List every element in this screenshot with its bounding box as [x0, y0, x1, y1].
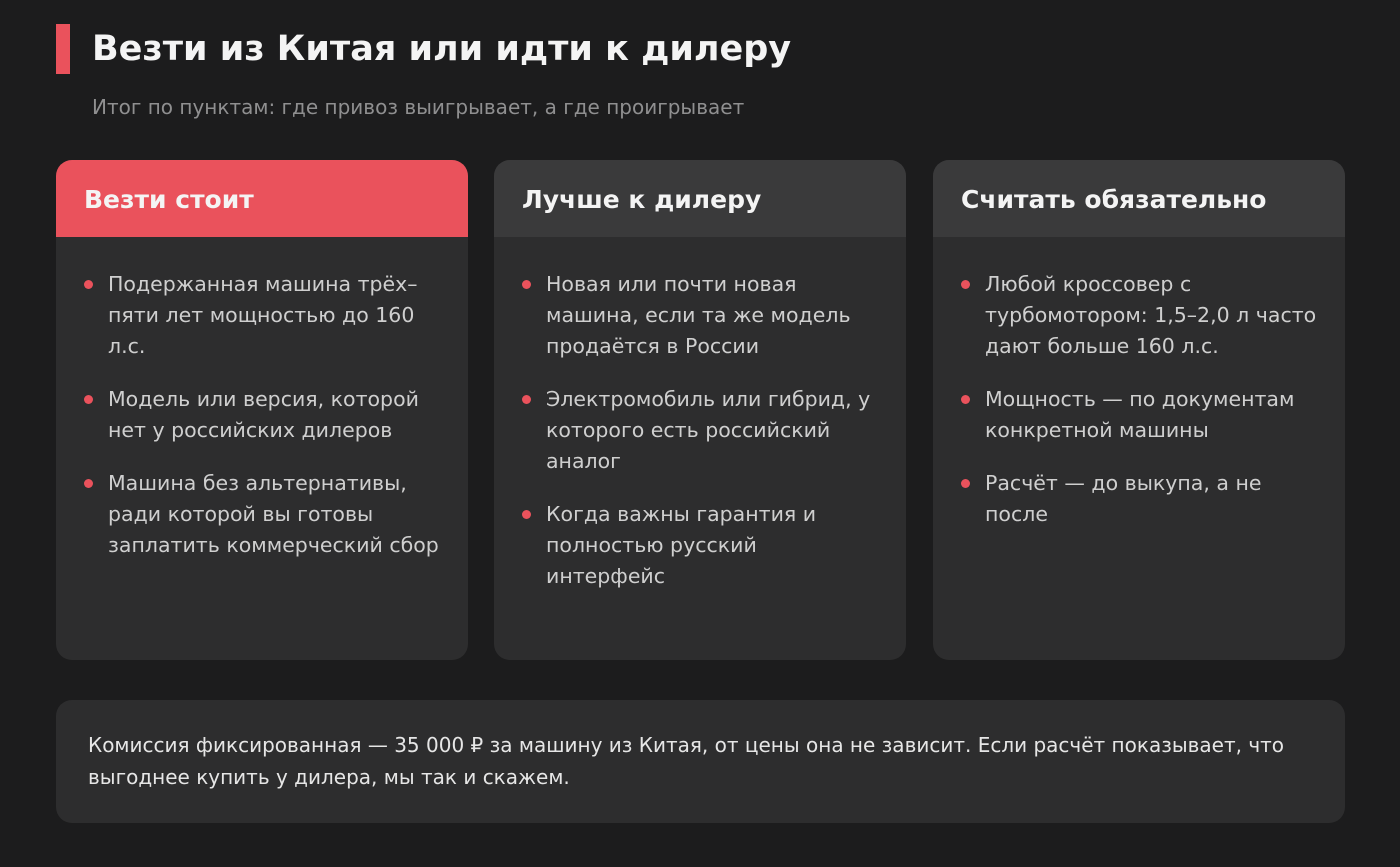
commission-note — [56, 700, 1345, 823]
bullet-dot-icon — [961, 479, 970, 488]
bullet-item — [522, 269, 878, 362]
bullet-item — [961, 468, 1317, 530]
card-header — [494, 160, 906, 237]
bullet-text: Когда важны гарантия и полностью русский интерфейс — [546, 502, 817, 588]
bullet-text: Машина без альтернативы, ради которой вы готовы заплатить коммерческий сбор — [108, 471, 439, 557]
bullet-text: Подержанная машина трёх–пяти лет мощностью до 160 л.с. — [108, 272, 418, 358]
bullet-dot-icon — [522, 510, 531, 519]
bullet-item — [522, 384, 878, 477]
card-title: Лучше к дилеру — [522, 185, 762, 214]
bullet-dot-icon — [84, 395, 93, 404]
bullet-dot-icon — [961, 280, 970, 289]
page-subtitle: Итог по пунктам: где привоз выигрывает, а где проигрывает — [92, 95, 745, 119]
bullet-dot-icon — [84, 280, 93, 289]
bullet-list — [933, 237, 1345, 530]
bullet-item — [522, 499, 878, 592]
bullet-dot-icon — [522, 395, 531, 404]
card-must-calculate — [933, 160, 1345, 660]
bullet-text: Расчёт — до выкупа, а не после — [985, 471, 1262, 526]
bullet-dot-icon — [522, 280, 531, 289]
bullet-item — [961, 384, 1317, 446]
bullet-list — [494, 237, 906, 592]
bullet-text: Электромобиль или гибрид, у которого есть российский аналог — [546, 387, 871, 473]
title-accent-bar — [56, 24, 70, 74]
card-header — [56, 160, 468, 237]
bullet-text: Мощность — по документам конкретной машины — [985, 387, 1295, 442]
card-title: Считать обязательно — [961, 185, 1267, 214]
card-better-dealer — [494, 160, 906, 660]
bullet-list — [56, 237, 468, 561]
card-header — [933, 160, 1345, 237]
bullet-text: Новая или почти новая машина, если та же модель продаётся в России — [546, 272, 851, 358]
bullet-dot-icon — [961, 395, 970, 404]
card-title: Везти стоит — [84, 185, 254, 214]
comparison-cards — [56, 160, 1345, 660]
card-import-worth-it — [56, 160, 468, 660]
bullet-item — [84, 269, 440, 362]
bullet-text: Любой кроссовер с турбомотором: 1,5–2,0 л часто дают больше 160 л.с. — [985, 272, 1317, 358]
page-title: Везти из Китая или идти к дилеру — [92, 29, 792, 69]
bullet-item — [84, 468, 440, 561]
bullet-text: Модель или версия, которой нет у российских дилеров — [108, 387, 419, 442]
bullet-item — [961, 269, 1317, 362]
note-text: Комиссия фиксированная — 35 000 ₽ за машину из Китая, от цены она не зависит. Если расчёт показывает, что выгоднее купить у дилера, мы так и скажем. — [88, 733, 1285, 789]
bullet-item — [84, 384, 440, 446]
bullet-dot-icon — [84, 479, 93, 488]
